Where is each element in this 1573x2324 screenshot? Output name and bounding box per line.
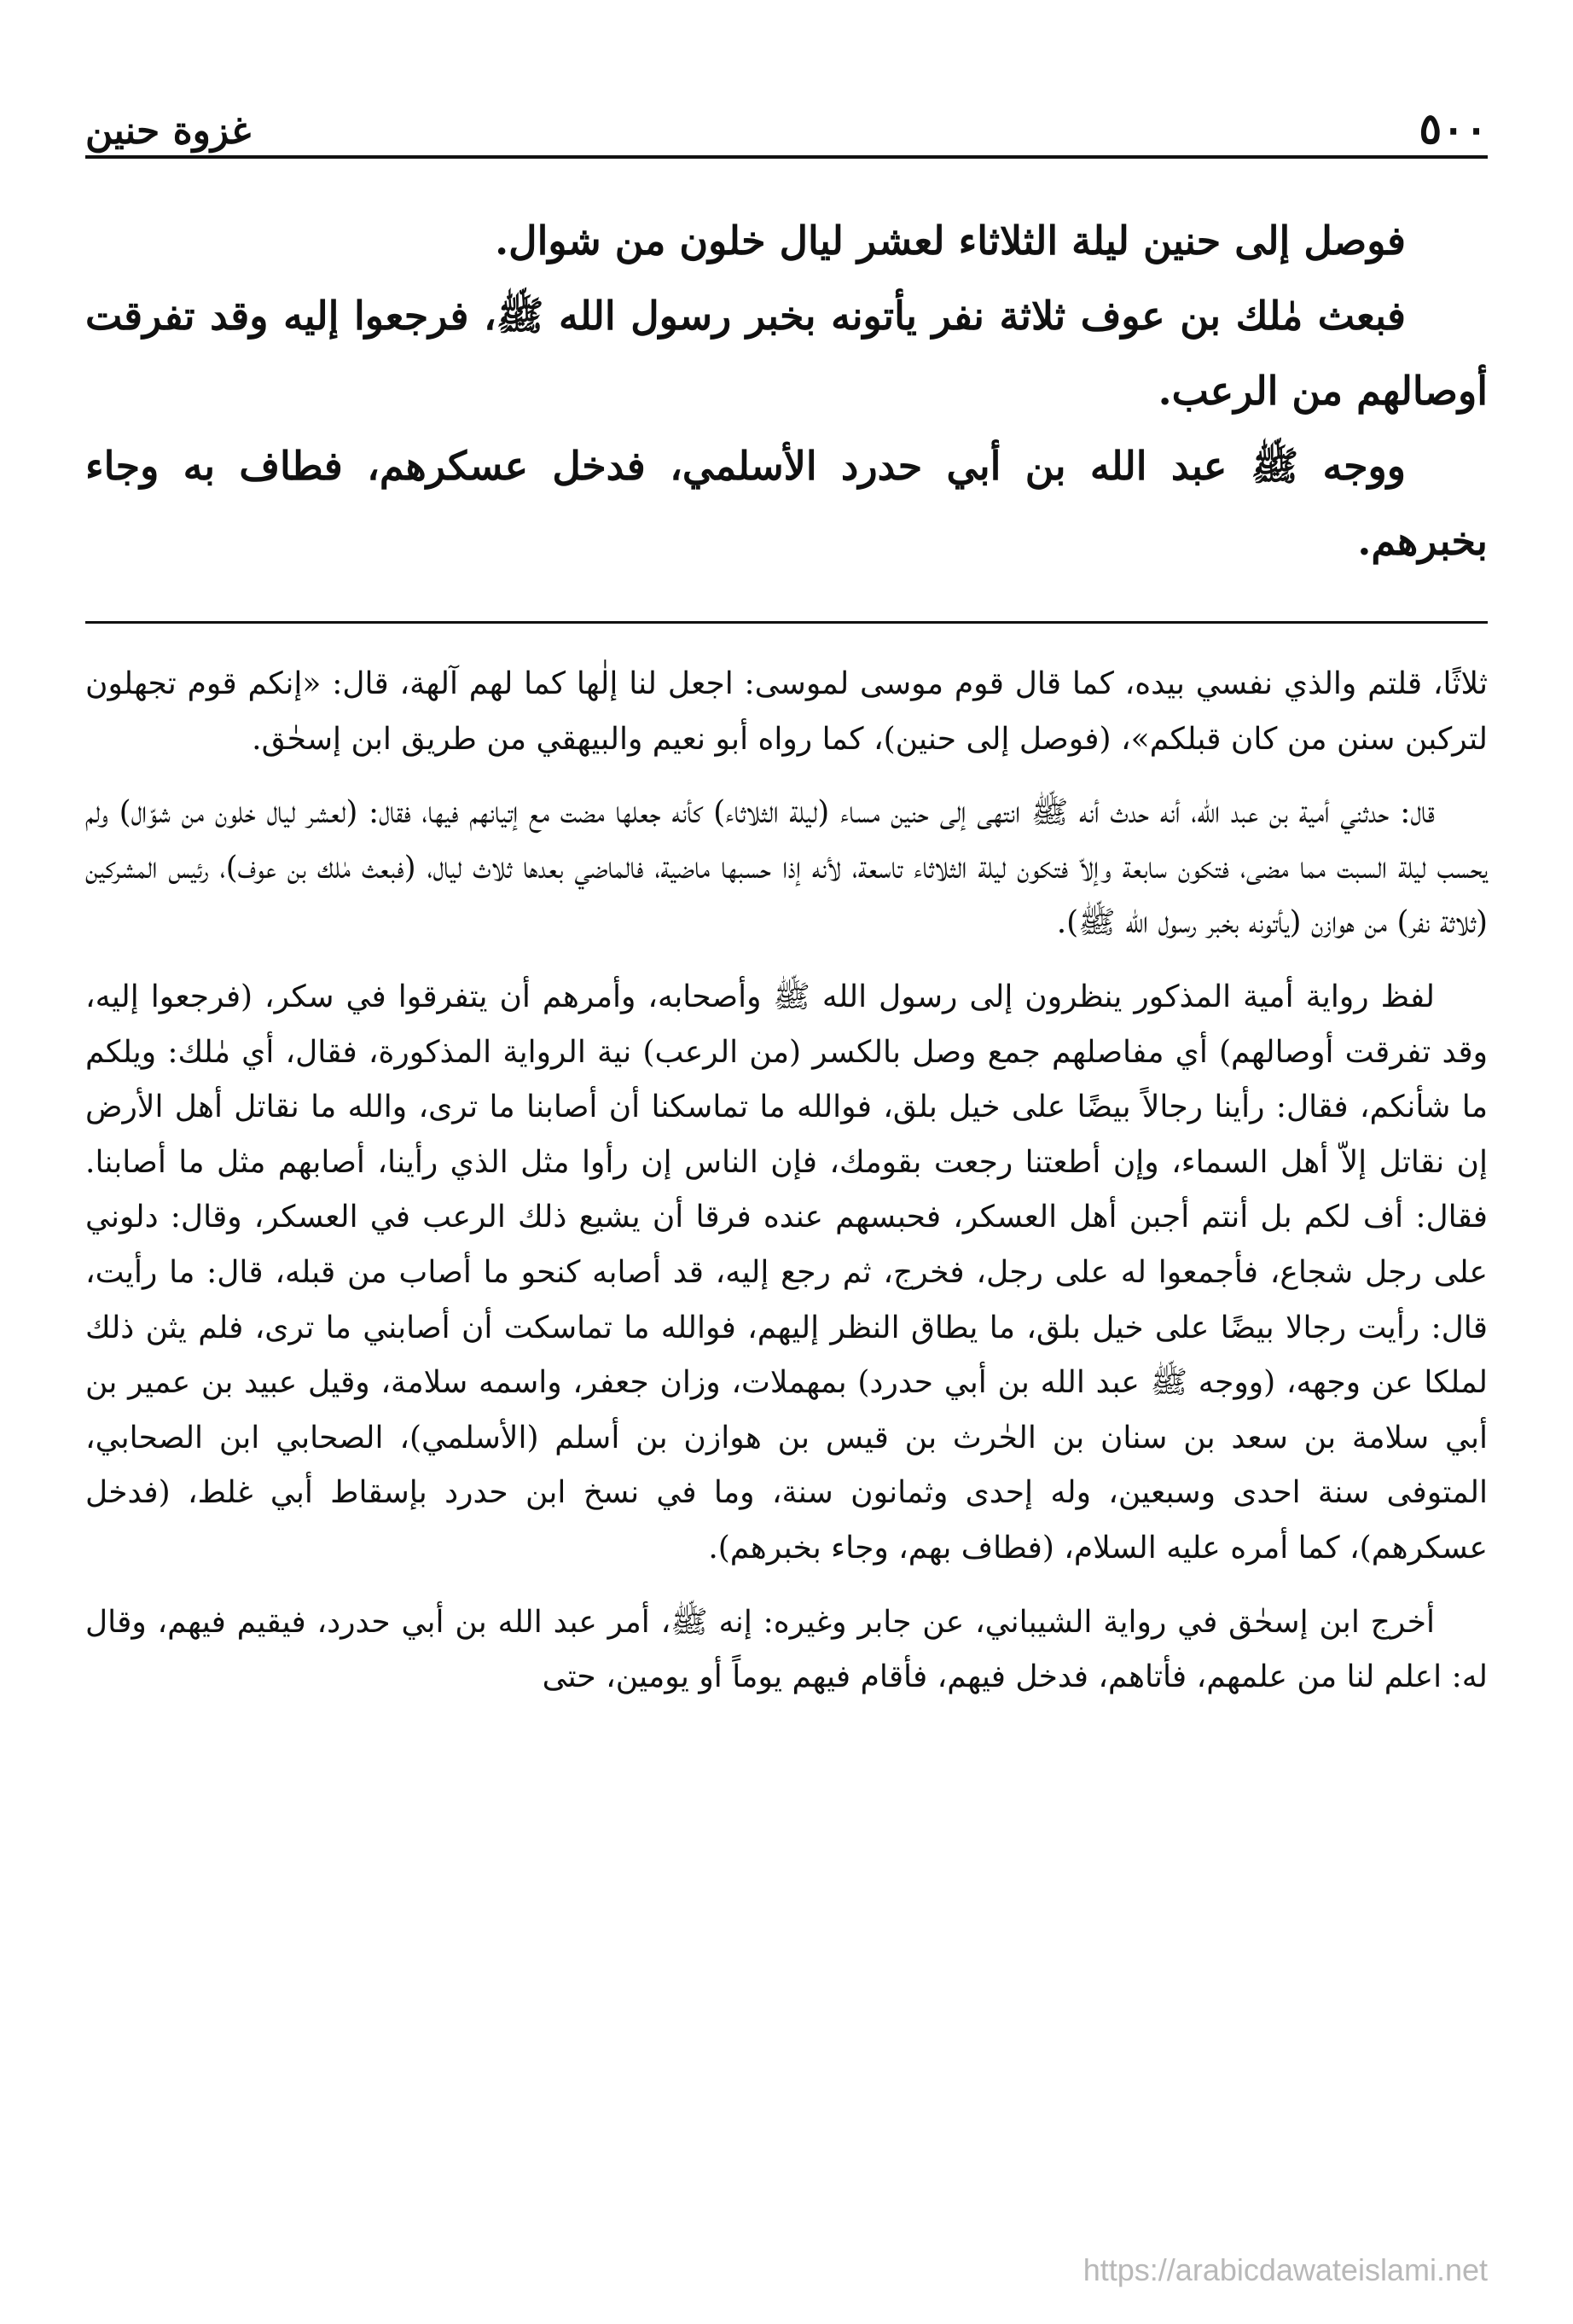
main-paragraph: فبعث مٰلك بن عوف ثلاثة نفر يأتونه بخبر رسول الله ﷺ، فرجعوا إليه وقد تفرقت أوصالهم من الرعب. (85, 293, 1488, 414)
commentary-paragraph: لفظ رواية أمية المذكور ينظرون إلى رسول الله ﷺ وأصحابه، وأمرهم أن يتفرقوا في سكر، (فرجعوا إليه، وقد تفرقت أوصالهم) أي مفاصلهم جمع وصل بالكسر (من الرعب) نية الرواية المذكورة، فقال، أي مٰلك: ويلكم ما شأنكم، فقال: رأينا رجالاً بيضًا على خيل بلق، فوالله ما تماسكنا أن أصابنا ما ترى، والله ما نقاتل أهل الأرض إن نقاتل إلاّ أهل السماء، وإن أطعتنا رجعت بقومك، فإن الناس إن رأوا مثل الذي رأينا، أصابهم مثل ما أصابنا. فقال: أف لكم بل أنتم أجبن أهل العسكر، فحبسهم عنده فرقا أن يشيع ذلك الرعب في العسكر، وقال: دلوني على رجل شجاع، فأجمعوا له على رجل، فخرج، ثم رجع إليه، قد أصابه كنحو ما أصاب من قبله، قال: ما رأيت، قال: رأيت رجالا بيضًا على خيل بلق، ما يطاق النظر إليهم، فوالله ما تماسكت أن أصابني ما ترى، فلم يثن ذلك لملكا عن وجهه، (ووجه ﷺ عبد الله بن أبي حدرد) بمهملات، وزان جعفر، واسمه سلامة، وقيل عبيد بن عمير بن أبي سلامة بن سعد بن سنان بن الحٰرث بن قيس بن هوازن بن أسلم (الأسلمي)، الصحابي ابن الصحابي، المتوفى سنة احدى وسبعين، وله إحدى وثمانون سنة، وما في نسخ ابن حدرد بإسقاط أبي غلط، (فدخل عسكرهم)، كما أمره عليه السلام، (فطاف بهم، وجاء بخبرهم). (85, 979, 1489, 1566)
main-paragraph: ووجه ﷺ عبد الله بن أبي حدرد الأسلمي، فدخل عسكرهم، فطاف به وجاء بخبرهم. (85, 443, 1488, 564)
commentary-paragraph: أخرج ابن إسحٰق في رواية الشيباني، عن جابر وغيره: إنه ﷺ، أمر عبد الله بن أبي حدرد، فيقيم فيهم، وقال له: اعلم لنا من علمهم، فأتاهم، فدخل فيهم، فأقام فيهم يوماً أو يومين، حتى (85, 1604, 1488, 1695)
commentary-paragraph: قال: حدثني أمية بن عبد الله، أنه حدث أنه ﷺ انتهى إلى حنين مساء (ليلة الثلاثاء) كأنه جعلها مضت مع إتيانهم فيها، فقال: (لعشر ليال خلون من شوّال) ولم يحسب ليلة السبت مما مضى، فتكون سابعة وإلاّ فتكون ليلة الثلاثاء تاسعة، لأنه إذا حسبها ماضية، فالماضي بعدها ثلاث ليال، (فبعث مٰلك بن عوف)، رئيس المشركين (ثلاثة نفر) من هوازن (يأتونه بخبر رسول الله ﷺ). (85, 795, 1488, 941)
commentary (85, 657, 1488, 1724)
header-rule (85, 155, 1488, 159)
commentary-paragraph: ثلاثًا، قلتم والذي نفسي بيده، كما قال قوم موسى لموسى: اجعل لنا إلٰها كما لهم آلهة، قال: «إنكم قوم تجهلون لتركبن سنن من كان قبلكم»، (فوصل إلى حنين)، كما رواه أبو نعيم والبيهقي من طريق ابن إسحٰق. (85, 666, 1488, 757)
separator-rule (85, 621, 1488, 624)
page-number: ٥٠٠ (1419, 103, 1488, 154)
running-title: غزوة حنين (85, 109, 252, 153)
main-paragraph: فوصل إلى حنين ليلة الثلاثاء لعشر ليال خلون من شوال. (495, 218, 1406, 264)
main-text (85, 203, 1488, 578)
watermark-url: https://arabicdawateislami.net (1083, 2252, 1488, 2287)
page-header (85, 82, 1488, 154)
